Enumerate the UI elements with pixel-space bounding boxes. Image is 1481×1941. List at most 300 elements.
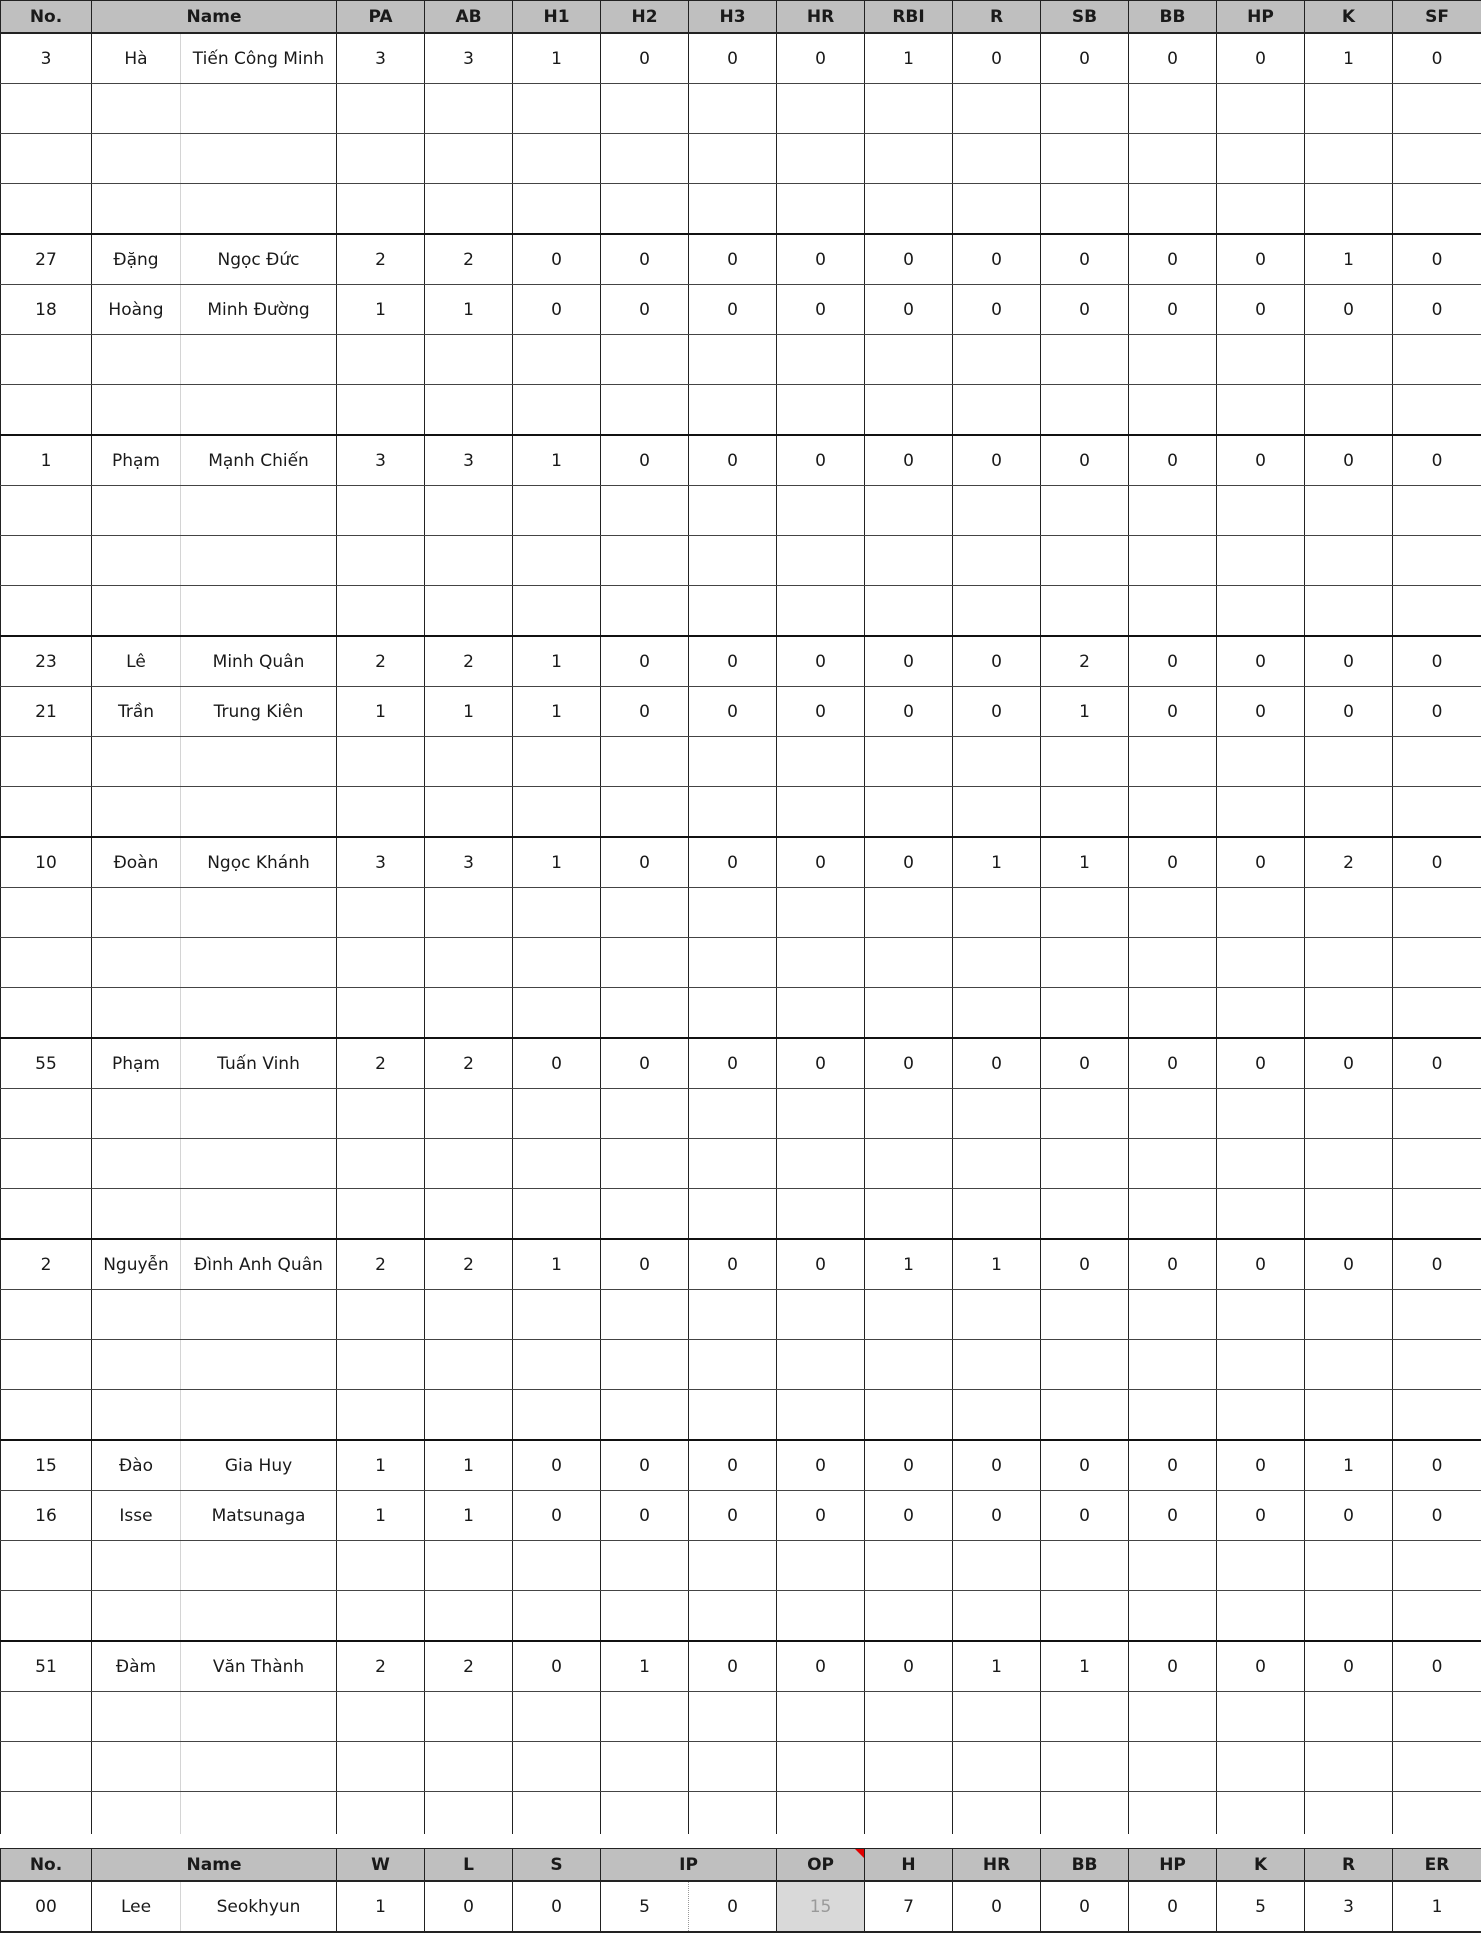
cell-hp[interactable] <box>1217 1541 1305 1591</box>
cell-pa[interactable] <box>337 1390 425 1441</box>
cell-sb[interactable]: 1 <box>1041 837 1129 888</box>
cell-sf[interactable] <box>1393 134 1481 184</box>
cell-hr[interactable]: 0 <box>777 837 865 888</box>
cell-h2[interactable] <box>601 84 689 134</box>
cell-h2[interactable]: 0 <box>601 234 689 285</box>
cell-h3[interactable]: 0 <box>689 435 777 486</box>
cell-r[interactable] <box>953 1541 1041 1591</box>
cell-hp[interactable] <box>1217 737 1305 787</box>
cell-pa[interactable]: 2 <box>337 1239 425 1290</box>
cell-h2[interactable]: 1 <box>601 1641 689 1692</box>
cell-sb[interactable] <box>1041 134 1129 184</box>
cell-h2[interactable] <box>601 737 689 787</box>
cell-h1[interactable] <box>513 1390 601 1441</box>
cell-bb[interactable] <box>1129 1189 1217 1240</box>
cell-no[interactable] <box>1 335 92 385</box>
cell-first-name[interactable] <box>92 1189 181 1240</box>
cell-sf[interactable]: 0 <box>1393 1239 1481 1290</box>
cell-last-name[interactable]: Ngọc Đức <box>181 234 337 285</box>
cell-last-name[interactable] <box>181 586 337 637</box>
cell-no[interactable] <box>1 938 92 988</box>
cell-w[interactable]: 1 <box>337 1881 425 1932</box>
cell-pa[interactable]: 1 <box>337 285 425 335</box>
cell-h1[interactable] <box>513 184 601 235</box>
cell-bb[interactable] <box>1129 84 1217 134</box>
cell-first-name[interactable]: Trần <box>92 687 181 737</box>
cell-first-name[interactable]: Hoàng <box>92 285 181 335</box>
cell-no[interactable] <box>1 1139 92 1189</box>
cell-bb[interactable] <box>1129 1390 1217 1441</box>
cell-h3[interactable]: 0 <box>689 1440 777 1491</box>
cell-sf[interactable]: 0 <box>1393 1491 1481 1541</box>
cell-k[interactable] <box>1305 586 1393 637</box>
cell-last-name[interactable]: Tiến Công Minh <box>181 33 337 84</box>
cell-rbi[interactable]: 0 <box>865 837 953 888</box>
cell-k[interactable]: 0 <box>1305 636 1393 687</box>
cell-ab[interactable]: 1 <box>425 1491 513 1541</box>
cell-sb[interactable] <box>1041 486 1129 536</box>
cell-h1[interactable]: 1 <box>513 687 601 737</box>
cell-sf[interactable] <box>1393 938 1481 988</box>
cell-k[interactable] <box>1305 486 1393 536</box>
cell-sb[interactable] <box>1041 1541 1129 1591</box>
cell-h1[interactable] <box>513 1692 601 1742</box>
cell-sf[interactable] <box>1393 335 1481 385</box>
cell-h1[interactable]: 0 <box>513 234 601 285</box>
cell-hr[interactable] <box>777 134 865 184</box>
cell-pa[interactable]: 1 <box>337 1491 425 1541</box>
cell-no[interactable] <box>1 787 92 838</box>
cell-first-name[interactable] <box>92 1290 181 1340</box>
cell-r[interactable] <box>953 1089 1041 1139</box>
cell-h1[interactable]: 0 <box>513 1491 601 1541</box>
cell-hp[interactable]: 0 <box>1217 285 1305 335</box>
cell-pa[interactable] <box>337 1189 425 1240</box>
cell-no[interactable] <box>1 134 92 184</box>
cell-hp[interactable] <box>1217 184 1305 235</box>
cell-hp[interactable]: 0 <box>1217 1440 1305 1491</box>
cell-no[interactable] <box>1 1290 92 1340</box>
cell-h2[interactable]: 0 <box>601 1038 689 1089</box>
cell-h1[interactable]: 1 <box>513 33 601 84</box>
cell-ab[interactable] <box>425 1340 513 1390</box>
cell-op-cell[interactable]: 15 <box>777 1881 865 1932</box>
cell-bb[interactable]: 0 <box>1129 1491 1217 1541</box>
cell-h2[interactable] <box>601 335 689 385</box>
cell-pa[interactable] <box>337 184 425 235</box>
cell-ip-frac[interactable]: 0 <box>689 1881 777 1932</box>
cell-h3[interactable]: 0 <box>689 234 777 285</box>
cell-rbi[interactable] <box>865 1742 953 1792</box>
cell-hp[interactable]: 0 <box>1217 234 1305 285</box>
cell-bb[interactable] <box>1129 1290 1217 1340</box>
cell-pa[interactable] <box>337 1089 425 1139</box>
cell-hr[interactable]: 0 <box>953 1881 1041 1932</box>
cell-first-name[interactable] <box>92 1692 181 1742</box>
cell-k[interactable]: 0 <box>1305 1641 1393 1692</box>
cell-ab[interactable] <box>425 888 513 938</box>
cell-rbi[interactable]: 0 <box>865 435 953 486</box>
cell-sf[interactable] <box>1393 787 1481 838</box>
cell-r[interactable] <box>953 335 1041 385</box>
cell-sf[interactable] <box>1393 888 1481 938</box>
cell-first-name[interactable]: Lee <box>92 1881 181 1932</box>
cell-rbi[interactable] <box>865 335 953 385</box>
cell-k[interactable] <box>1305 1742 1393 1792</box>
cell-h1[interactable] <box>513 888 601 938</box>
cell-hp[interactable] <box>1217 787 1305 838</box>
cell-h1[interactable] <box>513 938 601 988</box>
cell-bb[interactable] <box>1129 1340 1217 1390</box>
cell-r[interactable] <box>953 988 1041 1039</box>
cell-hp[interactable]: 0 <box>1129 1881 1217 1932</box>
cell-ab[interactable] <box>425 134 513 184</box>
cell-hp[interactable] <box>1217 938 1305 988</box>
cell-rbi[interactable] <box>865 888 953 938</box>
cell-hp[interactable]: 0 <box>1217 1491 1305 1541</box>
cell-first-name[interactable] <box>92 1139 181 1189</box>
cell-k[interactable] <box>1305 1089 1393 1139</box>
cell-ab[interactable]: 2 <box>425 1641 513 1692</box>
cell-last-name[interactable]: Văn Thành <box>181 1641 337 1692</box>
cell-hr[interactable]: 0 <box>777 33 865 84</box>
cell-last-name[interactable] <box>181 134 337 184</box>
cell-ab[interactable] <box>425 938 513 988</box>
cell-h1[interactable] <box>513 1290 601 1340</box>
cell-last-name[interactable] <box>181 1591 337 1642</box>
cell-h3[interactable] <box>689 1340 777 1390</box>
cell-h1[interactable]: 0 <box>513 1440 601 1491</box>
cell-r[interactable] <box>953 1139 1041 1189</box>
cell-last-name[interactable]: Gia Huy <box>181 1440 337 1491</box>
cell-hr[interactable] <box>777 1189 865 1240</box>
cell-hr[interactable] <box>777 486 865 536</box>
cell-sb[interactable] <box>1041 335 1129 385</box>
cell-hp[interactable] <box>1217 1591 1305 1642</box>
cell-h3[interactable]: 0 <box>689 1239 777 1290</box>
cell-r[interactable] <box>953 84 1041 134</box>
cell-last-name[interactable] <box>181 335 337 385</box>
cell-r[interactable] <box>953 1742 1041 1792</box>
cell-pa[interactable] <box>337 1692 425 1742</box>
cell-hr[interactable]: 0 <box>777 435 865 486</box>
cell-sf[interactable] <box>1393 1340 1481 1390</box>
cell-last-name[interactable] <box>181 1692 337 1742</box>
cell-no[interactable]: 15 <box>1 1440 92 1491</box>
cell-k[interactable] <box>1305 1189 1393 1240</box>
cell-hr[interactable] <box>777 938 865 988</box>
cell-pa[interactable]: 2 <box>337 234 425 285</box>
cell-hr[interactable] <box>777 184 865 235</box>
cell-h1[interactable] <box>513 1189 601 1240</box>
cell-bb[interactable]: 0 <box>1129 1440 1217 1491</box>
cell-h3[interactable] <box>689 787 777 838</box>
cell-bb[interactable] <box>1129 335 1217 385</box>
cell-hr[interactable] <box>777 888 865 938</box>
cell-sb[interactable] <box>1041 1290 1129 1340</box>
cell-k[interactable] <box>1305 1340 1393 1390</box>
cell-hp[interactable] <box>1217 335 1305 385</box>
cell-rbi[interactable]: 0 <box>865 1641 953 1692</box>
cell-sf[interactable] <box>1393 1390 1481 1441</box>
cell-hr[interactable]: 0 <box>777 1440 865 1491</box>
cell-hp[interactable]: 0 <box>1217 1239 1305 1290</box>
cell-h2[interactable] <box>601 536 689 586</box>
cell-k[interactable]: 0 <box>1305 285 1393 335</box>
cell-k[interactable] <box>1305 787 1393 838</box>
cell-sf[interactable]: 0 <box>1393 1038 1481 1089</box>
cell-h2[interactable] <box>601 1390 689 1441</box>
cell-l[interactable]: 0 <box>425 1881 513 1932</box>
cell-hp[interactable] <box>1217 1189 1305 1240</box>
cell-pa[interactable] <box>337 134 425 184</box>
cell-hr[interactable]: 0 <box>777 1641 865 1692</box>
cell-k[interactable] <box>1305 1290 1393 1340</box>
cell-h3[interactable] <box>689 134 777 184</box>
cell-sf[interactable] <box>1393 1541 1481 1591</box>
cell-bb[interactable]: 0 <box>1041 1881 1129 1932</box>
cell-h2[interactable] <box>601 1541 689 1591</box>
cell-sf[interactable] <box>1393 84 1481 134</box>
cell-hp[interactable]: 0 <box>1217 687 1305 737</box>
cell-h2[interactable] <box>601 787 689 838</box>
cell-ab[interactable]: 3 <box>425 33 513 84</box>
cell-bb[interactable] <box>1129 787 1217 838</box>
cell-no[interactable]: 2 <box>1 1239 92 1290</box>
cell-bb[interactable] <box>1129 938 1217 988</box>
cell-hr[interactable] <box>777 335 865 385</box>
cell-rbi[interactable]: 0 <box>865 687 953 737</box>
cell-sb[interactable] <box>1041 1390 1129 1441</box>
cell-bb[interactable] <box>1129 988 1217 1039</box>
cell-h3[interactable] <box>689 1139 777 1189</box>
cell-pa[interactable]: 2 <box>337 636 425 687</box>
cell-rbi[interactable] <box>865 938 953 988</box>
cell-r[interactable]: 0 <box>953 234 1041 285</box>
cell-no[interactable]: 3 <box>1 33 92 84</box>
cell-no[interactable] <box>1 988 92 1039</box>
cell-r[interactable] <box>953 1692 1041 1742</box>
cell-k[interactable]: 2 <box>1305 837 1393 888</box>
cell-no[interactable] <box>1 1340 92 1390</box>
cell-h3[interactable]: 0 <box>689 1491 777 1541</box>
cell-r[interactable] <box>953 184 1041 235</box>
cell-h2[interactable] <box>601 1591 689 1642</box>
cell-first-name[interactable] <box>92 335 181 385</box>
cell-ab[interactable] <box>425 1742 513 1792</box>
cell-ab[interactable]: 1 <box>425 285 513 335</box>
cell-pa[interactable] <box>337 536 425 586</box>
cell-last-name[interactable] <box>181 1742 337 1792</box>
cell-bb[interactable] <box>1129 1541 1217 1591</box>
cell-ip-whole[interactable]: 5 <box>601 1881 689 1932</box>
cell-sf[interactable]: 0 <box>1393 435 1481 486</box>
cell-k[interactable]: 1 <box>1305 1440 1393 1491</box>
cell-hr[interactable] <box>777 1692 865 1742</box>
cell-ab[interactable]: 2 <box>425 1239 513 1290</box>
cell-sb[interactable] <box>1041 385 1129 436</box>
cell-ab[interactable] <box>425 988 513 1039</box>
cell-h1[interactable]: 1 <box>513 435 601 486</box>
cell-hp[interactable] <box>1217 1340 1305 1390</box>
cell-pa[interactable] <box>337 1340 425 1390</box>
cell-r[interactable] <box>953 787 1041 838</box>
cell-h3[interactable] <box>689 1189 777 1240</box>
cell-bb[interactable] <box>1129 385 1217 436</box>
cell-h2[interactable] <box>601 486 689 536</box>
cell-last-name[interactable]: Minh Đường <box>181 285 337 335</box>
cell-h2[interactable] <box>601 1340 689 1390</box>
cell-ab[interactable] <box>425 1290 513 1340</box>
cell-k[interactable]: 0 <box>1305 687 1393 737</box>
cell-k[interactable]: 1 <box>1305 33 1393 84</box>
cell-h3[interactable]: 0 <box>689 33 777 84</box>
cell-h3[interactable] <box>689 486 777 536</box>
cell-no[interactable] <box>1 1742 92 1792</box>
cell-h2[interactable] <box>601 1189 689 1240</box>
cell-k[interactable] <box>1305 335 1393 385</box>
cell-r[interactable]: 1 <box>953 837 1041 888</box>
cell-first-name[interactable] <box>92 184 181 235</box>
cell-ab[interactable] <box>425 1591 513 1642</box>
cell-h2[interactable]: 0 <box>601 1440 689 1491</box>
cell-first-name[interactable] <box>92 1541 181 1591</box>
cell-no[interactable] <box>1 184 92 235</box>
cell-no[interactable] <box>1 84 92 134</box>
cell-first-name[interactable]: Phạm <box>92 435 181 486</box>
cell-sb[interactable]: 0 <box>1041 1038 1129 1089</box>
cell-rbi[interactable] <box>865 787 953 838</box>
cell-sf[interactable]: 0 <box>1393 837 1481 888</box>
cell-hr[interactable]: 0 <box>777 1239 865 1290</box>
cell-last-name[interactable]: Trung Kiên <box>181 687 337 737</box>
cell-hp[interactable] <box>1217 1139 1305 1189</box>
cell-k[interactable]: 1 <box>1305 234 1393 285</box>
cell-bb[interactable] <box>1129 134 1217 184</box>
cell-h3[interactable] <box>689 737 777 787</box>
cell-r[interactable] <box>953 888 1041 938</box>
cell-sb[interactable] <box>1041 1591 1129 1642</box>
cell-first-name[interactable] <box>92 385 181 436</box>
cell-pa[interactable] <box>337 1591 425 1642</box>
cell-ab[interactable]: 1 <box>425 687 513 737</box>
cell-h3[interactable] <box>689 988 777 1039</box>
cell-sf[interactable] <box>1393 486 1481 536</box>
cell-first-name[interactable] <box>92 938 181 988</box>
cell-hr[interactable]: 0 <box>777 285 865 335</box>
cell-hr[interactable] <box>777 1340 865 1390</box>
cell-pa[interactable] <box>337 335 425 385</box>
cell-hr[interactable] <box>777 1390 865 1441</box>
cell-hp[interactable] <box>1217 84 1305 134</box>
cell-last-name[interactable] <box>181 486 337 536</box>
cell-h1[interactable]: 1 <box>513 636 601 687</box>
cell-rbi[interactable] <box>865 1692 953 1742</box>
cell-last-name[interactable] <box>181 737 337 787</box>
cell-h1[interactable] <box>513 134 601 184</box>
cell-hp[interactable]: 0 <box>1217 636 1305 687</box>
cell-ab[interactable]: 3 <box>425 837 513 888</box>
cell-first-name[interactable] <box>92 1390 181 1441</box>
cell-hp[interactable] <box>1217 385 1305 436</box>
cell-bb[interactable]: 0 <box>1129 234 1217 285</box>
cell-sb[interactable] <box>1041 988 1129 1039</box>
cell-hr[interactable] <box>777 1290 865 1340</box>
cell-last-name[interactable]: Đình Anh Quân <box>181 1239 337 1290</box>
cell-hp[interactable] <box>1217 586 1305 637</box>
cell-h1[interactable] <box>513 787 601 838</box>
cell-rbi[interactable] <box>865 84 953 134</box>
cell-h3[interactable] <box>689 1692 777 1742</box>
cell-hp[interactable] <box>1217 486 1305 536</box>
cell-sb[interactable] <box>1041 1139 1129 1189</box>
cell-rbi[interactable]: 0 <box>865 1440 953 1491</box>
cell-h3[interactable]: 0 <box>689 636 777 687</box>
cell-no[interactable]: 10 <box>1 837 92 888</box>
cell-h3[interactable] <box>689 184 777 235</box>
cell-bb[interactable] <box>1129 737 1217 787</box>
cell-hp[interactable] <box>1217 888 1305 938</box>
cell-hr[interactable] <box>777 1591 865 1642</box>
cell-hp[interactable]: 0 <box>1217 33 1305 84</box>
cell-pa[interactable]: 2 <box>337 1038 425 1089</box>
cell-hr[interactable]: 0 <box>777 1491 865 1541</box>
cell-hp[interactable]: 0 <box>1217 1038 1305 1089</box>
cell-last-name[interactable]: Ngọc Khánh <box>181 837 337 888</box>
cell-bb[interactable] <box>1129 1591 1217 1642</box>
cell-h2[interactable]: 0 <box>601 435 689 486</box>
cell-r[interactable] <box>953 1290 1041 1340</box>
cell-sf[interactable] <box>1393 988 1481 1039</box>
cell-no[interactable] <box>1 586 92 637</box>
cell-bb[interactable] <box>1129 586 1217 637</box>
cell-r[interactable] <box>953 1591 1041 1642</box>
cell-ab[interactable]: 1 <box>425 1440 513 1491</box>
cell-sb[interactable] <box>1041 1742 1129 1792</box>
cell-sb[interactable]: 0 <box>1041 1440 1129 1491</box>
cell-first-name[interactable]: Đoàn <box>92 837 181 888</box>
cell-rbi[interactable] <box>865 1189 953 1240</box>
cell-r[interactable] <box>953 1189 1041 1240</box>
cell-h2[interactable]: 0 <box>601 1239 689 1290</box>
cell-first-name[interactable]: Nguyễn <box>92 1239 181 1290</box>
cell-sf[interactable]: 0 <box>1393 1641 1481 1692</box>
cell-h3[interactable] <box>689 1290 777 1340</box>
cell-hp[interactable] <box>1217 536 1305 586</box>
cell-rbi[interactable]: 1 <box>865 1239 953 1290</box>
cell-hr[interactable]: 0 <box>777 687 865 737</box>
cell-k[interactable] <box>1305 1692 1393 1742</box>
cell-h1[interactable] <box>513 988 601 1039</box>
cell-ab[interactable] <box>425 586 513 637</box>
cell-sb[interactable] <box>1041 586 1129 637</box>
cell-pa[interactable] <box>337 1742 425 1792</box>
cell-first-name[interactable] <box>92 787 181 838</box>
cell-hr[interactable]: 0 <box>777 636 865 687</box>
cell-h3[interactable] <box>689 1390 777 1441</box>
cell-bb[interactable] <box>1129 536 1217 586</box>
cell-h2[interactable] <box>601 988 689 1039</box>
cell-h1[interactable] <box>513 586 601 637</box>
cell-h1[interactable] <box>513 1340 601 1390</box>
cell-ab[interactable]: 2 <box>425 234 513 285</box>
cell-sb[interactable] <box>1041 1692 1129 1742</box>
cell-h2[interactable] <box>601 888 689 938</box>
cell-last-name[interactable] <box>181 1541 337 1591</box>
cell-last-name[interactable]: Tuấn Vinh <box>181 1038 337 1089</box>
cell-no[interactable] <box>1 486 92 536</box>
cell-no[interactable] <box>1 1189 92 1240</box>
